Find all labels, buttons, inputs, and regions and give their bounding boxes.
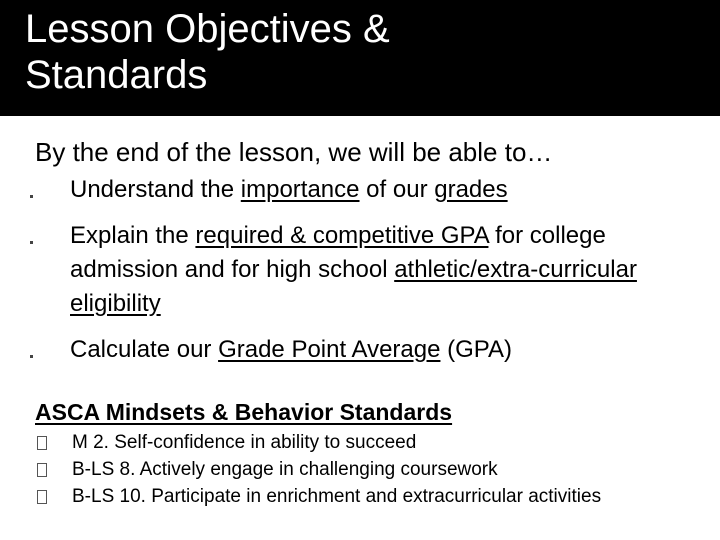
standards-list	[36, 429, 601, 510]
objective-text-part: Understand the	[70, 176, 241, 203]
standards-heading: ASCA Mindsets & Behavior Standards	[35, 399, 453, 425]
slide-title-line-2: Standards	[25, 53, 208, 97]
objective-underlined-term: grades	[434, 176, 508, 203]
objective-underlined-term: importance	[240, 176, 360, 203]
standard-item	[36, 456, 601, 483]
standard-text: B-LS 10. Participate in enrichment and extracurricular activities	[72, 486, 602, 507]
objectives-list	[30, 173, 710, 367]
objective-text-part: (GPA)	[440, 336, 513, 363]
standard-text: M 2. Self-confidence in ability to succeed	[72, 432, 417, 453]
standard-item	[36, 483, 601, 510]
standard-item	[36, 429, 601, 456]
objective-underlined-term: athletic/extra-curricular eligibility	[70, 256, 637, 317]
checkbox-bullet-icon	[37, 436, 47, 450]
title-bar	[0, 0, 720, 116]
objective-item	[30, 219, 710, 321]
intro-text: By the end of the lesson, we will be able to…	[35, 137, 553, 167]
objective-text-part: Explain the	[70, 222, 196, 249]
checkbox-bullet-icon	[37, 490, 47, 504]
objective-item	[30, 173, 710, 207]
objective-text-part: of our	[359, 176, 435, 203]
objective-underlined-term: required & competitive GPA	[195, 222, 489, 249]
bullet-icon	[30, 195, 33, 198]
objective-text-part: Calculate our	[70, 336, 219, 363]
standard-text: B-LS 8. Actively engage in challenging coursework	[72, 459, 498, 480]
objective-underlined-term: Grade Point Average	[218, 336, 441, 363]
objective-text-part: for college admission and for high school	[70, 222, 606, 283]
bullet-icon	[30, 241, 33, 244]
slide-title-line-1: Lesson Objectives &	[25, 7, 390, 51]
slide-title	[25, 6, 390, 98]
objective-item	[30, 333, 710, 367]
bullet-icon	[30, 355, 33, 358]
checkbox-bullet-icon	[37, 463, 47, 477]
